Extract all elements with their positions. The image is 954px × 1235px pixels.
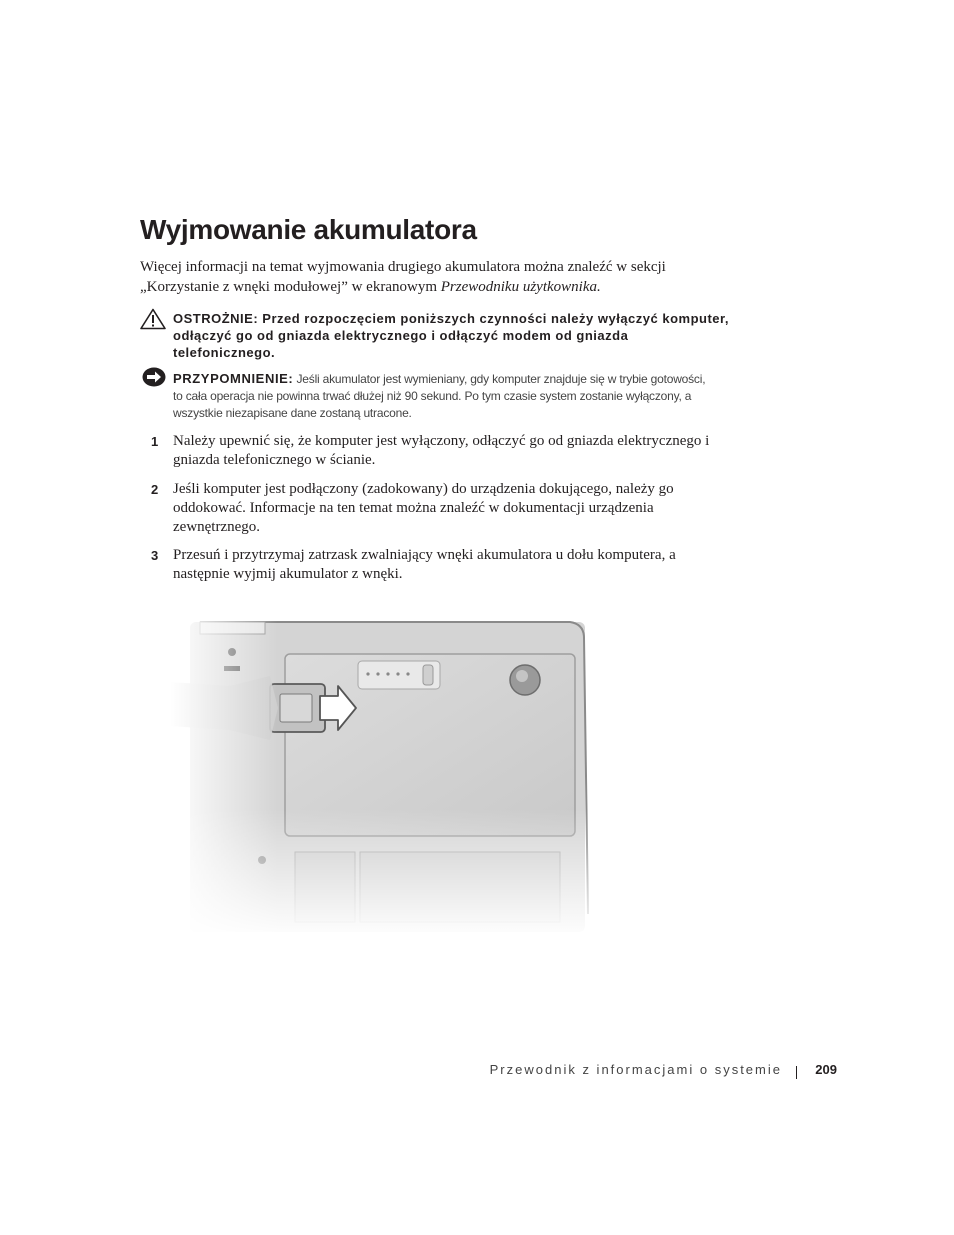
user-guide-reference: Przewodniku użytkownika. [440,279,601,295]
caution-text: OSTROŻNIE: Przed rozpoczęciem poniższych czynności należy wyłączyć komputer, odłączyć go od gniazda elektrycznego i odłączyć modem od gniazda telefonicznego. [173,311,729,360]
footer-divider [796,1066,797,1079]
notice-body: Jeśli akumulator jest wymieniany, gdy komputer znajduje się w trybie gotowości, to cała operacja nie powinna trwać dłużej niż 90 sekund. Po tym czasie system zostanie wyłączony, a wszystkie niezapisane dane zostaną utracone. [173,372,706,420]
step-number: 2 [151,482,159,497]
step-number: 3 [151,548,159,563]
footer-title: Przewodnik z informacjami o systemie [489,1062,782,1077]
step-number: 1 [151,434,159,449]
intro-line-2-text: „Korzystanie z wnęki modułowej” w ekranowym [140,279,441,295]
page-footer [480,1061,837,1081]
battery-bay-release-latch-illustration [170,614,600,939]
page-title: Wyjmowanie akumulatora [140,214,477,245]
warning-triangle-icon [140,308,166,330]
notice-label: PRZYPOMNIENIE: [173,371,294,386]
notice-text [173,370,713,422]
step-text: Jeśli komputer jest podłączony (zadokowany) do urządzenia dokującego, należy go oddokować. Informacje na ten temat można znaleźć w dokumentacji urządzenia zewnętrznego. [173,481,674,535]
step-text: Przesuń i przytrzymaj zatrzask zwalniający wnęki akumulatora u dołu komputera, a następnie wyjmij akumulator z wnęki. [173,547,676,582]
step-text: Należy upewnić się, że komputer jest wyłączony, odłączyć go od gniazda elektrycznego i gniazda telefonicznego w ścianie. [173,433,710,468]
page-number: 209 [815,1062,837,1077]
notice-arrow-icon [142,367,166,387]
intro-paragraph [140,257,740,297]
intro-line-2 [140,277,740,297]
intro-line-1: Więcej informacji na temat wyjmowania drugiego akumulatora można znaleźć w sekcji [140,259,666,275]
